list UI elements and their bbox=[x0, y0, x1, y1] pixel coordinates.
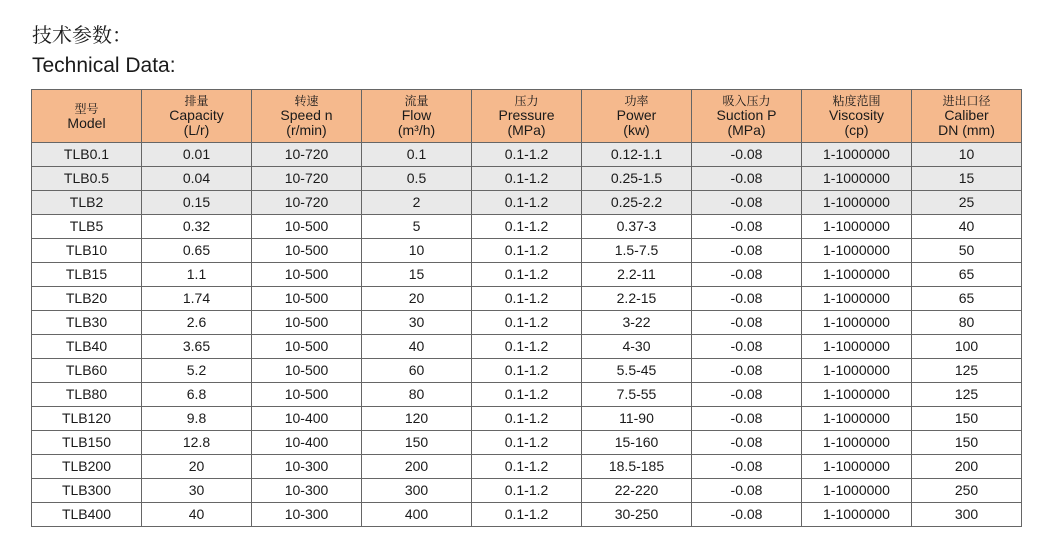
column-header-caliber bbox=[912, 90, 1022, 143]
cell-caliber: 200 bbox=[912, 455, 1022, 479]
cell-capacity: 0.01 bbox=[142, 143, 252, 167]
cell-suction-pressure: -0.08 bbox=[692, 335, 802, 359]
cell-speed: 10-500 bbox=[252, 311, 362, 335]
cell-model: TLB5 bbox=[32, 215, 142, 239]
cell-pressure: 0.1-1.2 bbox=[472, 455, 582, 479]
cell-power: 15-160 bbox=[582, 431, 692, 455]
cell-power: 5.5-45 bbox=[582, 359, 692, 383]
cell-capacity: 9.8 bbox=[142, 407, 252, 431]
cell-capacity: 5.2 bbox=[142, 359, 252, 383]
table-row bbox=[32, 479, 1022, 503]
cell-flow: 300 bbox=[362, 479, 472, 503]
cell-caliber: 250 bbox=[912, 479, 1022, 503]
cell-capacity: 40 bbox=[142, 503, 252, 527]
cell-model: TLB15 bbox=[32, 263, 142, 287]
cell-power: 22-220 bbox=[582, 479, 692, 503]
cell-pressure: 0.1-1.2 bbox=[472, 215, 582, 239]
cell-flow: 20 bbox=[362, 287, 472, 311]
cell-capacity: 0.04 bbox=[142, 167, 252, 191]
cell-speed: 10-500 bbox=[252, 383, 362, 407]
cell-speed: 10-720 bbox=[252, 167, 362, 191]
cell-viscosity: 1-1000000 bbox=[802, 407, 912, 431]
cell-flow: 150 bbox=[362, 431, 472, 455]
cell-power: 0.25-1.5 bbox=[582, 167, 692, 191]
cell-pressure: 0.1-1.2 bbox=[472, 503, 582, 527]
table-row bbox=[32, 503, 1022, 527]
cell-speed: 10-300 bbox=[252, 455, 362, 479]
header-cn: 进出口径 bbox=[942, 94, 991, 108]
cell-viscosity: 1-1000000 bbox=[802, 479, 912, 503]
cell-viscosity: 1-1000000 bbox=[802, 431, 912, 455]
cell-pressure: 0.1-1.2 bbox=[472, 263, 582, 287]
header-unit: (kw) bbox=[623, 122, 650, 138]
cell-capacity: 1.74 bbox=[142, 287, 252, 311]
cell-suction-pressure: -0.08 bbox=[692, 143, 802, 167]
header-cn: 压力 bbox=[514, 94, 539, 108]
cell-power: 0.25-2.2 bbox=[582, 191, 692, 215]
cell-power: 30-250 bbox=[582, 503, 692, 527]
cell-viscosity: 1-1000000 bbox=[802, 383, 912, 407]
cell-capacity: 0.65 bbox=[142, 239, 252, 263]
header-en: Flow bbox=[401, 107, 432, 123]
cell-caliber: 125 bbox=[912, 383, 1022, 407]
header-cn: 转速 bbox=[294, 94, 319, 108]
column-header-model bbox=[32, 90, 142, 143]
cell-model: TLB0.5 bbox=[32, 167, 142, 191]
cell-suction-pressure: -0.08 bbox=[692, 263, 802, 287]
cell-flow: 2 bbox=[362, 191, 472, 215]
cell-speed: 10-720 bbox=[252, 191, 362, 215]
header-unit: (cp) bbox=[844, 122, 869, 138]
cell-viscosity: 1-1000000 bbox=[802, 215, 912, 239]
technical-data-table bbox=[31, 89, 1022, 527]
cell-power: 2.2-11 bbox=[582, 263, 692, 287]
cell-viscosity: 1-1000000 bbox=[802, 143, 912, 167]
cell-viscosity: 1-1000000 bbox=[802, 311, 912, 335]
cell-flow: 400 bbox=[362, 503, 472, 527]
cell-speed: 10-300 bbox=[252, 503, 362, 527]
table-row bbox=[32, 359, 1022, 383]
cell-speed: 10-500 bbox=[252, 335, 362, 359]
cell-capacity: 0.32 bbox=[142, 215, 252, 239]
cell-caliber: 150 bbox=[912, 431, 1022, 455]
table-row bbox=[32, 215, 1022, 239]
table-row bbox=[32, 143, 1022, 167]
heading-english: Technical Data: bbox=[32, 54, 176, 77]
cell-flow: 0.1 bbox=[362, 143, 472, 167]
cell-suction-pressure: -0.08 bbox=[692, 167, 802, 191]
table-row bbox=[32, 191, 1022, 215]
header-cn: 吸入压力 bbox=[722, 94, 771, 108]
cell-viscosity: 1-1000000 bbox=[802, 263, 912, 287]
table-row bbox=[32, 335, 1022, 359]
cell-suction-pressure: -0.08 bbox=[692, 503, 802, 527]
table-row bbox=[32, 167, 1022, 191]
cell-flow: 10 bbox=[362, 239, 472, 263]
table-row bbox=[32, 383, 1022, 407]
cell-power: 0.12-1.1 bbox=[582, 143, 692, 167]
cell-pressure: 0.1-1.2 bbox=[472, 407, 582, 431]
cell-pressure: 0.1-1.2 bbox=[472, 311, 582, 335]
cell-capacity: 2.6 bbox=[142, 311, 252, 335]
cell-caliber: 65 bbox=[912, 263, 1022, 287]
header-cn: 型号 bbox=[74, 101, 99, 116]
cell-power: 4-30 bbox=[582, 335, 692, 359]
table-row bbox=[32, 311, 1022, 335]
cell-power: 0.37-3 bbox=[582, 215, 692, 239]
cell-speed: 10-500 bbox=[252, 215, 362, 239]
header-en: Power bbox=[616, 107, 657, 123]
cell-capacity: 1.1 bbox=[142, 263, 252, 287]
header-cn: 功率 bbox=[624, 94, 649, 108]
cell-power: 2.2-15 bbox=[582, 287, 692, 311]
cell-suction-pressure: -0.08 bbox=[692, 455, 802, 479]
header-en: Capacity bbox=[169, 107, 224, 123]
cell-viscosity: 1-1000000 bbox=[802, 287, 912, 311]
header-unit: (m³/h) bbox=[397, 122, 436, 138]
header-unit: DN (mm) bbox=[938, 122, 995, 138]
cell-flow: 80 bbox=[362, 383, 472, 407]
cell-pressure: 0.1-1.2 bbox=[472, 239, 582, 263]
column-header-pressure bbox=[472, 90, 582, 143]
cell-model: TLB10 bbox=[32, 239, 142, 263]
header-cn: 排量 bbox=[184, 94, 209, 108]
cell-suction-pressure: -0.08 bbox=[692, 191, 802, 215]
cell-power: 18.5-185 bbox=[582, 455, 692, 479]
cell-speed: 10-500 bbox=[252, 239, 362, 263]
cell-model: TLB150 bbox=[32, 431, 142, 455]
header-cn: 粘度范围 bbox=[832, 94, 881, 108]
cell-viscosity: 1-1000000 bbox=[802, 503, 912, 527]
cell-pressure: 0.1-1.2 bbox=[472, 287, 582, 311]
cell-speed: 10-300 bbox=[252, 479, 362, 503]
header-unit: (r/min) bbox=[286, 122, 327, 138]
cell-speed: 10-400 bbox=[252, 407, 362, 431]
cell-capacity: 0.15 bbox=[142, 191, 252, 215]
table-row bbox=[32, 287, 1022, 311]
header-en: Suction P bbox=[716, 107, 777, 123]
cell-caliber: 25 bbox=[912, 191, 1022, 215]
cell-caliber: 125 bbox=[912, 359, 1022, 383]
cell-power: 3-22 bbox=[582, 311, 692, 335]
cell-capacity: 30 bbox=[142, 479, 252, 503]
cell-model: TLB2 bbox=[32, 191, 142, 215]
cell-pressure: 0.1-1.2 bbox=[472, 167, 582, 191]
cell-speed: 10-500 bbox=[252, 287, 362, 311]
cell-capacity: 3.65 bbox=[142, 335, 252, 359]
cell-flow: 30 bbox=[362, 311, 472, 335]
cell-caliber: 100 bbox=[912, 335, 1022, 359]
header-en: Viscosity bbox=[829, 107, 884, 123]
table-row bbox=[32, 407, 1022, 431]
table-row bbox=[32, 455, 1022, 479]
cell-viscosity: 1-1000000 bbox=[802, 167, 912, 191]
header-en: Speed n bbox=[280, 107, 333, 123]
cell-viscosity: 1-1000000 bbox=[802, 191, 912, 215]
cell-suction-pressure: -0.08 bbox=[692, 407, 802, 431]
column-header-speed bbox=[252, 90, 362, 143]
cell-suction-pressure: -0.08 bbox=[692, 431, 802, 455]
column-header-viscosity bbox=[802, 90, 912, 143]
cell-speed: 10-500 bbox=[252, 359, 362, 383]
cell-speed: 10-720 bbox=[252, 143, 362, 167]
cell-flow: 5 bbox=[362, 215, 472, 239]
cell-model: TLB30 bbox=[32, 311, 142, 335]
table-body bbox=[32, 143, 1022, 527]
cell-model: TLB20 bbox=[32, 287, 142, 311]
cell-capacity: 12.8 bbox=[142, 431, 252, 455]
cell-model: TLB300 bbox=[32, 479, 142, 503]
cell-caliber: 80 bbox=[912, 311, 1022, 335]
column-header-power bbox=[582, 90, 692, 143]
cell-suction-pressure: -0.08 bbox=[692, 383, 802, 407]
cell-model: TLB400 bbox=[32, 503, 142, 527]
table-row bbox=[32, 431, 1022, 455]
cell-suction-pressure: -0.08 bbox=[692, 311, 802, 335]
cell-viscosity: 1-1000000 bbox=[802, 335, 912, 359]
cell-suction-pressure: -0.08 bbox=[692, 287, 802, 311]
cell-viscosity: 1-1000000 bbox=[802, 239, 912, 263]
cell-suction-pressure: -0.08 bbox=[692, 239, 802, 263]
cell-caliber: 15 bbox=[912, 167, 1022, 191]
cell-suction-pressure: -0.08 bbox=[692, 359, 802, 383]
column-header-suction-pressure bbox=[692, 90, 802, 143]
cell-pressure: 0.1-1.2 bbox=[472, 191, 582, 215]
cell-model: TLB0.1 bbox=[32, 143, 142, 167]
cell-caliber: 50 bbox=[912, 239, 1022, 263]
cell-capacity: 20 bbox=[142, 455, 252, 479]
cell-speed: 10-400 bbox=[252, 431, 362, 455]
cell-model: TLB200 bbox=[32, 455, 142, 479]
cell-model: TLB60 bbox=[32, 359, 142, 383]
cell-pressure: 0.1-1.2 bbox=[472, 479, 582, 503]
cell-model: TLB80 bbox=[32, 383, 142, 407]
heading-chinese: 技术参数： bbox=[32, 23, 132, 47]
cell-pressure: 0.1-1.2 bbox=[472, 383, 582, 407]
header-unit: (L/r) bbox=[183, 122, 210, 138]
cell-flow: 200 bbox=[362, 455, 472, 479]
cell-pressure: 0.1-1.2 bbox=[472, 143, 582, 167]
cell-suction-pressure: -0.08 bbox=[692, 479, 802, 503]
header-unit: (MPa) bbox=[727, 122, 766, 138]
cell-power: 7.5-55 bbox=[582, 383, 692, 407]
cell-suction-pressure: -0.08 bbox=[692, 215, 802, 239]
cell-pressure: 0.1-1.2 bbox=[472, 359, 582, 383]
cell-caliber: 65 bbox=[912, 287, 1022, 311]
cell-model: TLB40 bbox=[32, 335, 142, 359]
cell-caliber: 300 bbox=[912, 503, 1022, 527]
table-row bbox=[32, 263, 1022, 287]
cell-speed: 10-500 bbox=[252, 263, 362, 287]
column-header-flow bbox=[362, 90, 472, 143]
header-cn: 流量 bbox=[404, 94, 429, 108]
cell-viscosity: 1-1000000 bbox=[802, 359, 912, 383]
column-header-capacity bbox=[142, 90, 252, 143]
cell-flow: 15 bbox=[362, 263, 472, 287]
cell-pressure: 0.1-1.2 bbox=[472, 431, 582, 455]
cell-caliber: 40 bbox=[912, 215, 1022, 239]
cell-flow: 40 bbox=[362, 335, 472, 359]
header-row bbox=[32, 90, 1022, 143]
cell-power: 1.5-7.5 bbox=[582, 239, 692, 263]
cell-caliber: 10 bbox=[912, 143, 1022, 167]
header-en: Pressure bbox=[498, 107, 555, 123]
cell-power: 11-90 bbox=[582, 407, 692, 431]
cell-model: TLB120 bbox=[32, 407, 142, 431]
cell-flow: 120 bbox=[362, 407, 472, 431]
table-row bbox=[32, 239, 1022, 263]
cell-pressure: 0.1-1.2 bbox=[472, 335, 582, 359]
header-en: Caliber bbox=[944, 107, 989, 123]
header-en: Model bbox=[67, 114, 106, 131]
cell-viscosity: 1-1000000 bbox=[802, 455, 912, 479]
cell-capacity: 6.8 bbox=[142, 383, 252, 407]
cell-flow: 0.5 bbox=[362, 167, 472, 191]
header-unit: (MPa) bbox=[507, 122, 546, 138]
cell-caliber: 150 bbox=[912, 407, 1022, 431]
cell-flow: 60 bbox=[362, 359, 472, 383]
